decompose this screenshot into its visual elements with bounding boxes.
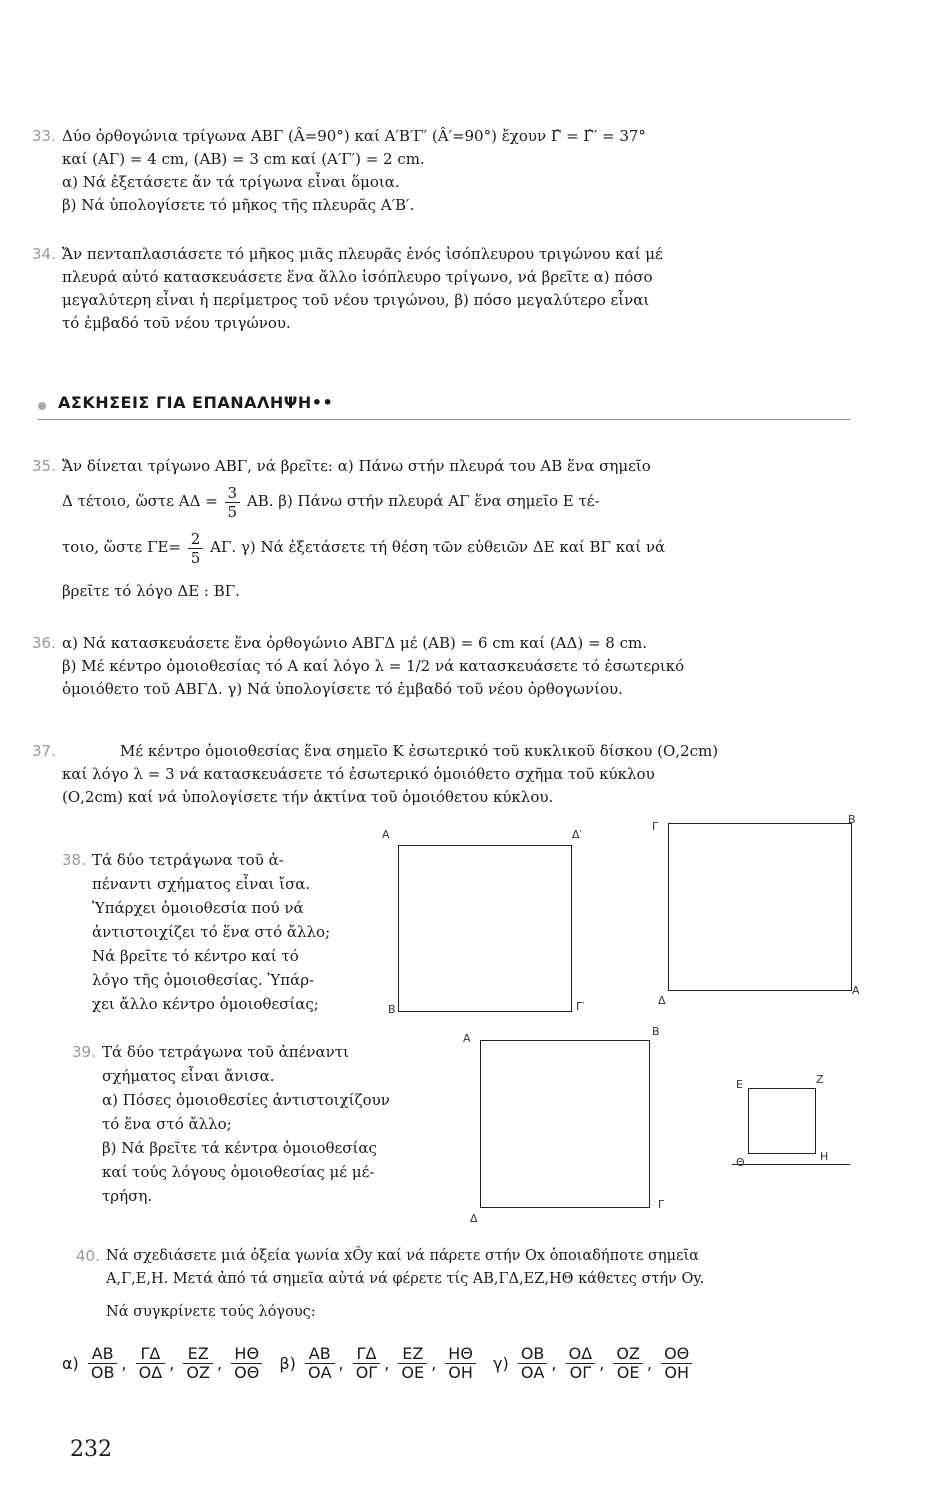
- exercise-text-line: Νά σχεδιάσετε μιά ὀξεία γωνία xÔy καί νά πάρετε στήν Ox ὁποιαδήποτε σημεῖα: [106, 1248, 699, 1264]
- text-fragment: ΑΓ. γ) Νά ἐξετάσετε τή θέση τῶν εὐθειῶν ΔΕ καί ΒΓ καί νά: [210, 538, 666, 556]
- exercise-text-line: τό ἕνα στό ἄλλο;: [102, 1115, 232, 1133]
- fraction: [445, 1345, 476, 1382]
- denominator: ΟΓ: [569, 1363, 592, 1382]
- numerator: ΕΖ: [398, 1345, 427, 1364]
- vertex-label: Γ: [652, 820, 659, 833]
- denominator: ΟΕ: [401, 1363, 425, 1382]
- numerator: ΟΖ: [613, 1345, 643, 1364]
- vertex-label: Δ′: [572, 828, 583, 841]
- fraction: [661, 1345, 692, 1382]
- exercise-text-line: β) Νά βρεῖτε τά κέντρα ὁμοιοθεσίας: [102, 1139, 377, 1157]
- numerator: ΓΔ: [353, 1345, 381, 1364]
- exercise-number: 35.: [32, 457, 56, 475]
- vertex-label: Β: [848, 813, 856, 826]
- exercise-number: 34.: [32, 245, 56, 263]
- fraction: [188, 530, 204, 567]
- vertex-label: Α: [852, 984, 860, 997]
- exercise-text-line: λόγο τῆς ὁμοιοθεσίας. Ὑπάρ-: [92, 971, 315, 989]
- numerator: 2: [188, 530, 204, 549]
- fraction: [566, 1345, 596, 1382]
- exercise-number: 36.: [32, 634, 56, 652]
- fraction: [183, 1345, 213, 1382]
- exercise-text-line: μεγαλύτερη εἶναι ἡ περίμετρος τοῦ νέου τριγώνου, β) πόσο μεγαλύτερο εἶναι: [62, 291, 650, 309]
- fraction: [305, 1345, 335, 1382]
- vertex-label: Ζ: [816, 1073, 824, 1086]
- denominator: ΟΗ: [664, 1363, 689, 1382]
- ratio-list: [62, 1345, 882, 1382]
- exercise-text-line: βρεῖτε τό λόγο ΔΕ : ΒΓ.: [62, 582, 240, 600]
- ratio-group-a: [62, 1345, 266, 1382]
- fraction: [353, 1345, 381, 1382]
- fraction: [231, 1345, 262, 1382]
- exercise-36: [32, 632, 862, 701]
- vertex-label: Γ: [658, 1198, 665, 1211]
- exercise-text-line: β) Μέ κέντρο ὁμοιοθεσίας τό Α καί λόγο λ = 1/2 νά κατασκευάσετε τό ἐσωτερικό: [62, 657, 685, 675]
- exercise-text-line: [62, 524, 862, 570]
- group-label: γ): [493, 1354, 509, 1373]
- fraction: [518, 1345, 548, 1382]
- fraction: [225, 484, 241, 521]
- ratio-group-c: [493, 1345, 696, 1382]
- exercise-text-line: Ἄν πενταπλασιάσετε τό μῆκος μιᾶς πλευρᾶς ἑνός ἰσόπλευρου τριγώνου καί μέ: [62, 245, 663, 263]
- exercise-text-line: Μέ κέντρο ὁμοιοθεσίας ἕνα σημεῖο Κ ἐσωτερικό τοῦ κυκλικοῦ δίσκου (Ο,2cm): [120, 742, 719, 760]
- square-left: [398, 845, 572, 1012]
- denominator: ΟΓ: [355, 1363, 378, 1382]
- exercise-text-line: (Ο,2cm) καί νά ὑπολογίσετε τήν ἀκτίνα τοῦ ὁμοιόθετου κύκλου.: [62, 788, 554, 806]
- exercise-38: [62, 848, 382, 1016]
- exercise-text-line: α) Πόσες ὁμοιοθεσίες ἀντιστοιχίζουν: [102, 1091, 390, 1109]
- exercise-number: 37.: [32, 742, 56, 760]
- exercise-text-line: α) Νά ἐξετάσετε ἄν τά τρίγωνα εἶναι ὅμοια.: [62, 173, 400, 191]
- square-small: [748, 1088, 816, 1154]
- exercise-text-line: ἀντιστοιχίζει τό ἕνα στό ἄλλο;: [92, 923, 331, 941]
- separator: ,: [551, 1354, 557, 1373]
- exercise-text-line: [62, 478, 862, 524]
- ratio-group-b: [279, 1345, 480, 1382]
- numerator: ΑΒ: [88, 1345, 118, 1364]
- exercise-text-line: τό ἐμβαδό τοῦ νέου τριγώνου.: [62, 314, 291, 332]
- denominator: ΟΖ: [186, 1363, 210, 1382]
- exercise-number: 39.: [72, 1043, 96, 1061]
- square-right: [668, 823, 852, 991]
- exercise-text-line: Νά βρεῖτε τό κέντρο καί τό: [92, 947, 299, 965]
- denominator: ΟΑ: [307, 1363, 332, 1382]
- vertex-label: Ε: [736, 1078, 743, 1091]
- section-title: ΑΣΚΗΣΕΙΣ ΓΙΑ ΕΠΑΝΑΛΗΨΗ••: [58, 393, 334, 412]
- fraction: [88, 1345, 118, 1382]
- exercise-34: [32, 243, 862, 335]
- fraction: [398, 1345, 427, 1382]
- exercise-text-line: α) Νά κατασκευάσετε ἕνα ὀρθογώνιο ΑΒΓΔ μέ (ΑΒ) = 6 cm καί (ΑΔ) = 8 cm.: [62, 634, 648, 652]
- denominator: ΟΕ: [616, 1363, 640, 1382]
- exercise-33: [32, 125, 862, 217]
- vertex-label: Δ: [470, 1212, 478, 1225]
- exercise-text-line: β) Νά ὑπολογίσετε τό μῆκος τῆς πλευρᾶς Α′Β′.: [62, 196, 415, 214]
- numerator: ΟΔ: [566, 1345, 596, 1364]
- vertex-label: Δ: [658, 994, 666, 1007]
- numerator: ΟΘ: [661, 1345, 692, 1364]
- separator: ,: [216, 1354, 223, 1373]
- separator: ,: [384, 1354, 390, 1373]
- exercise-text-line: καί τούς λόγους ὁμοιοθεσίας μέ μέ-: [102, 1163, 375, 1181]
- exercise-number: 40.: [76, 1247, 100, 1265]
- denominator: ΟΔ: [138, 1363, 163, 1382]
- numerator: ΕΖ: [183, 1345, 213, 1364]
- denominator: 5: [190, 548, 201, 567]
- exercise-text-line: Ἄν δίνεται τρίγωνο ΑΒΓ, νά βρεῖτε: α) Πάνω στήν πλευρά του ΑΒ ἕνα σημεῖο: [62, 457, 651, 475]
- text-fragment: Δ τέτοιο, ὥστε ΑΔ =: [62, 492, 218, 510]
- exercise-text-line: ὁμοιόθετο τοῦ ΑΒΓΔ. γ) Νά ὑπολογίσετε τό ἐμβαδό τοῦ νέου ὀρθογωνίου.: [62, 680, 623, 698]
- exercise-text-line: Νά συγκρίνετε τούς λόγους:: [106, 1304, 316, 1320]
- exercise-text-line: Τά δύο τετράγωνα τοῦ ἀπέναντι: [102, 1043, 349, 1061]
- exercise-number: 33.: [32, 127, 56, 145]
- exercise-35: [32, 455, 862, 603]
- vertex-label: Γ′: [576, 1000, 585, 1013]
- exercise-number: 38.: [62, 851, 86, 869]
- denominator: 5: [227, 502, 238, 521]
- fraction: [613, 1345, 643, 1382]
- numerator: ΟΒ: [518, 1345, 548, 1364]
- exercise-39: [72, 1040, 442, 1208]
- exercise-text-line: Δύο ὀρθογώνια τρίγωνα ΑΒΓ (Â=90°) καί Α′Β′Γ′ (Â′=90°) ἔχουν Γ̂ = Γ̂′ = 37°: [62, 127, 646, 145]
- vertex-label: Θ: [736, 1156, 745, 1169]
- vertex-label: Β: [388, 1003, 396, 1016]
- exercise-text-line: καί λόγο λ = 3 νά κατασκευάσετε τό ἐσωτερικό ὁμοιόθετο σχῆμα τοῦ κύκλου: [62, 765, 655, 783]
- fraction: [136, 1345, 166, 1382]
- exercise-text-line: σχήματος εἶναι ἄνισα.: [102, 1067, 275, 1085]
- denominator: ΟΑ: [520, 1363, 545, 1382]
- vertex-label: Α: [382, 828, 390, 841]
- exercise-text-line: Α,Γ,Ε,Η. Μετά ἀπό τά σημεῖα αὐτά νά φέρετε τίς ΑΒ,ΓΔ,ΕΖ,ΗΘ κάθετες στήν Oy.: [106, 1271, 705, 1287]
- exercise-text-line: Ὑπάρχει ὁμοιοθεσία πού νά: [92, 899, 304, 917]
- separator: ,: [646, 1354, 652, 1373]
- numerator: ΑΒ: [305, 1345, 335, 1364]
- separator: ,: [169, 1354, 175, 1373]
- baseline: [732, 1164, 850, 1165]
- numerator: ΗΘ: [231, 1345, 262, 1364]
- numerator: ΗΘ: [445, 1345, 476, 1364]
- exercise-text-line: πέναντι σχήματος εἶναι ἴσα.: [92, 875, 311, 893]
- separator: ,: [599, 1354, 605, 1373]
- denominator: ΟΗ: [448, 1363, 473, 1382]
- page-number: 232: [70, 1437, 112, 1462]
- bullet-icon: [38, 402, 46, 410]
- numerator: ΓΔ: [136, 1345, 166, 1364]
- exercise-text-line: Τά δύο τετράγωνα τοῦ ἀ-: [92, 851, 284, 869]
- section-header: [38, 393, 850, 420]
- text-fragment: τοιο, ὥστε ΓΕ=: [62, 538, 182, 556]
- square-large: [480, 1040, 650, 1208]
- vertex-label: Η: [820, 1150, 829, 1163]
- vertex-label: Α: [463, 1032, 471, 1045]
- separator: ,: [121, 1354, 127, 1373]
- exercise-37: [32, 740, 862, 809]
- group-label: α): [62, 1354, 79, 1373]
- exercise-text-line: καί (ΑΓ) = 4 cm, (ΑΒ) = 3 cm καί (Α′Γ′) = 2 cm.: [62, 150, 425, 168]
- separator: ,: [431, 1354, 437, 1373]
- exercise-40: [76, 1245, 896, 1324]
- group-label: β): [279, 1354, 296, 1373]
- denominator: ΟΘ: [234, 1363, 260, 1382]
- denominator: ΟΒ: [90, 1363, 115, 1382]
- numerator: 3: [225, 484, 241, 503]
- exercise-text-line: τρήση.: [102, 1187, 153, 1205]
- text-fragment: ΑΒ. β) Πάνω στήν πλευρά ΑΓ ἕνα σημεῖο Ε τέ-: [246, 492, 600, 510]
- separator: ,: [338, 1354, 344, 1373]
- vertex-label: Β: [652, 1025, 660, 1038]
- exercise-text-line: χει ἄλλο κέντρο ὁμοιοθεσίας;: [92, 995, 319, 1013]
- exercise-text-line: πλευρά αὐτό κατασκευάσετε ἕνα ἄλλο ἰσόπλευρο τρίγωνο, νά βρεῖτε α) πόσο: [62, 268, 653, 286]
